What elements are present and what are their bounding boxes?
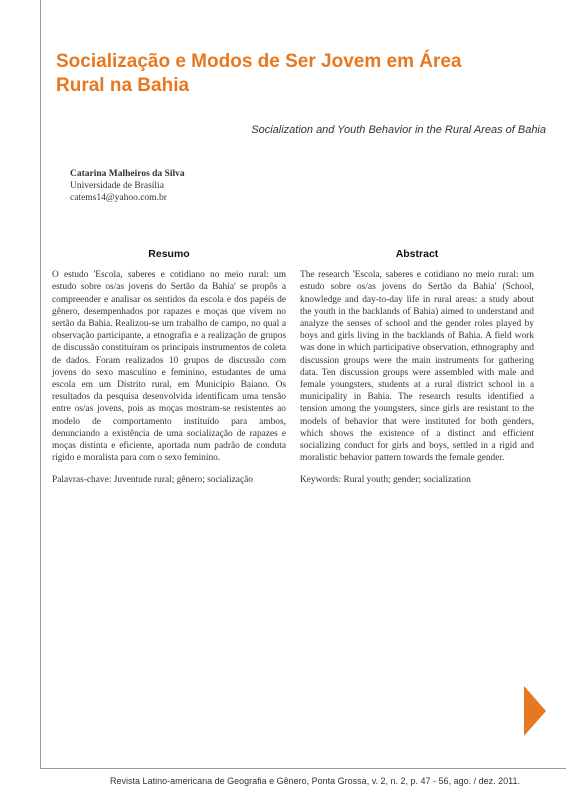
resumo-body: O estudo 'Escola, saberes e cotidiano no meio rural: um estudo sobre os/as jovens do Sertão da Bahia' se propôs a compreender e analisar os sentidos da escola e dos papéis de gênero, desempenhados por rapazes e moças que vivem no sertão da Bahia. Realizou-se um trabalho de campo, no qual a observação participante, a etnografia e a realização de grupos de discussão constituíram os principais instrumentos de coleta de dados. Foram realizados 10 grupos de discussão com jovens do sexo masculino e feminino, estudantes de uma escola em um Distrito rural, em Município Baiano. Os resultados da pesquisa desenvolvida identificam uma tensão entre os/as jovens, pois as moças mostram-se resistentes ao modelo de comportamento instituído para ambos, denunciando a existência de uma socialização de rapazes e moças distinta e eficiente, aportada num padrão de conduta rígido e moralista para com o sexo feminino.	[52, 270, 286, 464]
footer-citation: Revista Latino-americana de Geografia e Gênero, Ponta Grossa, v. 2, n. 2, p. 47 - 56, ago. / dez. 2011.	[110, 776, 520, 786]
abstract-body: The research 'Escola, saberes e cotidiano no meio rural: um estudo sobre os/as jovens do Sertão da Bahia' (School, knowledge and day-to-day life in rural areas: a study about the youth in the backlands of Bahia) aimed to understand and analyze the senses of school and the gender roles played by boys and girls living in the backlands of Bahia. A field work was done in which participative observation, ethnography and discussion groups were the main instruments for gathering data. Ten discussion groups were assembled with male and female youngsters, students at a rural district school in a municipality in Bahia. The research results identified a tension among the youngsters, since girls are resistant to the models of behavior that were instituted for both genders, which shows the existence of a distinct and efficient socializing conduct for girls and boys, settled in a rigid and moralistic behavior pattern towards the female gender.	[300, 270, 534, 464]
abstract-section	[300, 248, 534, 487]
article-title: Socialização e Modos de Ser Jovem em Área Rural na Bahia	[56, 51, 462, 96]
next-page-arrow-icon[interactable]	[524, 686, 546, 736]
author-affiliation: Universidade de Brasília	[70, 181, 164, 191]
abstract-heading: Abstract	[395, 248, 439, 260]
author-email[interactable]: catems14@yahoo.com.br	[70, 193, 167, 203]
footer-rule	[40, 768, 566, 769]
resumo-heading: Resumo	[148, 248, 190, 260]
author-block	[70, 168, 320, 204]
article-subtitle: Socialization and Youth Behavior in the Rural Areas of Bahia	[251, 124, 546, 136]
resumo-section	[52, 248, 286, 487]
abstract-keywords: Keywords: Rural youth; gender; socialization	[300, 475, 471, 486]
author-name: Catarina Malheiros da Silva	[70, 169, 185, 179]
left-margin-rule	[40, 0, 41, 768]
resumo-keywords: Palavras-chave: Juventude rural; gênero; socialização	[52, 475, 253, 486]
